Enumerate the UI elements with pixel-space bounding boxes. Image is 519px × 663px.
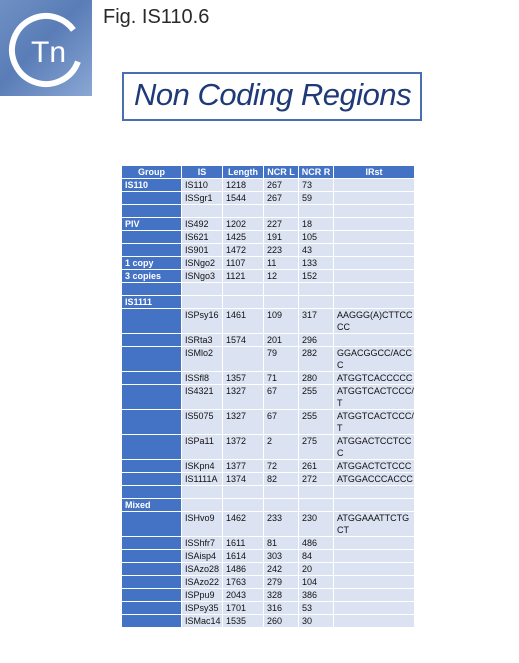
cell-irst [334,486,414,498]
cell-length: 1107 [223,257,263,269]
cell-length: 1327 [223,410,263,434]
cell-ncr-l: 81 [264,537,298,549]
cell-group: PIV [122,218,181,230]
cell-is: ISPsy35 [182,602,222,614]
tn-logo [0,0,92,96]
cell-group: 1 copy [122,257,181,269]
cell-length [223,499,263,511]
cell-ncr-r: 152 [299,270,333,282]
logo-graphic [0,0,92,96]
cell-is [182,499,222,511]
cell-group [122,460,181,472]
ncr-table [121,165,415,628]
table-row [122,257,414,269]
table-body [122,179,414,627]
cell-ncr-l [264,296,298,308]
cell-is: ISAzo22 [182,576,222,588]
cell-irst [334,334,414,346]
cell-ncr-l: 267 [264,179,298,191]
cell-group [122,192,181,204]
cell-group [122,231,181,243]
cell-ncr-l: 109 [264,309,298,333]
cell-ncr-r [299,283,333,295]
table-row [122,309,414,333]
table-row [122,615,414,627]
cell-irst [334,563,414,575]
cell-length: 1614 [223,550,263,562]
cell-length: 1701 [223,602,263,614]
cell-is: ISAzo28 [182,563,222,575]
cell-length: 1374 [223,473,263,485]
cell-ncr-r: 105 [299,231,333,243]
table-row [122,460,414,472]
cell-ncr-l: 242 [264,563,298,575]
cell-ncr-r: 20 [299,563,333,575]
cell-ncr-r: 272 [299,473,333,485]
cell-length: 2043 [223,589,263,601]
table-row [122,270,414,282]
cell-group [122,602,181,614]
cell-length: 1462 [223,512,263,536]
cell-group [122,283,181,295]
cell-ncr-l: 72 [264,460,298,472]
table-row [122,218,414,230]
table-row [122,192,414,204]
cell-length: 1574 [223,334,263,346]
cell-group: 3 copies [122,270,181,282]
cell-ncr-l: 316 [264,602,298,614]
cell-ncr-l: 79 [264,347,298,371]
cell-group [122,309,181,333]
col-header-is: IS [182,166,222,178]
cell-ncr-r: 133 [299,257,333,269]
cell-length: 1763 [223,576,263,588]
cell-irst [334,244,414,256]
cell-ncr-l: 201 [264,334,298,346]
cell-irst [334,179,414,191]
cell-ncr-r: 230 [299,512,333,536]
cell-ncr-r: 296 [299,334,333,346]
cell-is [182,486,222,498]
cell-length: 1611 [223,537,263,549]
cell-is: ISSgr1 [182,192,222,204]
cell-irst: ATGGACCCACCC [334,473,414,485]
cell-length: 1372 [223,435,263,459]
cell-irst [334,537,414,549]
cell-length: 1544 [223,192,263,204]
cell-group [122,563,181,575]
cell-irst: ATGGTCACCCCC [334,372,414,384]
cell-length: 1425 [223,231,263,243]
col-header-ncr-l: NCR L [264,166,298,178]
table-row [122,296,414,308]
table-row [122,576,414,588]
cell-ncr-l [264,499,298,511]
cell-irst [334,192,414,204]
cell-ncr-l: 12 [264,270,298,282]
cell-is: ISPsy16 [182,309,222,333]
table-row [122,372,414,384]
cell-ncr-r: 386 [299,589,333,601]
table-row [122,512,414,536]
cell-ncr-r: 18 [299,218,333,230]
table-row [122,283,414,295]
cell-is: IS621 [182,231,222,243]
cell-ncr-r: 275 [299,435,333,459]
cell-irst: ATGGACTCCTCCC [334,435,414,459]
cell-ncr-l: 82 [264,473,298,485]
cell-ncr-r: 280 [299,372,333,384]
cell-is: ISNgo2 [182,257,222,269]
cell-irst [334,296,414,308]
cell-irst [334,270,414,282]
cell-ncr-r [299,486,333,498]
cell-irst [334,231,414,243]
cell-ncr-l: 260 [264,615,298,627]
cell-length [223,347,263,371]
cell-irst [334,205,414,217]
cell-irst [334,499,414,511]
table-row [122,486,414,498]
cell-group [122,512,181,536]
table-row [122,410,414,434]
cell-irst [334,589,414,601]
cell-irst: ATGGTCACTCCC/T [334,410,414,434]
table-row [122,602,414,614]
figure-label: Fig. IS110.6 [103,6,210,28]
cell-ncr-r: 84 [299,550,333,562]
table-row [122,499,414,511]
cell-length: 1535 [223,615,263,627]
cell-is: ISMac14 [182,615,222,627]
cell-length [223,296,263,308]
cell-is [182,296,222,308]
table-header-row [122,166,414,178]
cell-length [223,205,263,217]
cell-ncr-l [264,486,298,498]
table-row [122,231,414,243]
cell-ncr-r: 282 [299,347,333,371]
cell-irst [334,615,414,627]
page-title: Non Coding Regions [134,77,412,112]
cell-ncr-r: 53 [299,602,333,614]
cell-ncr-l: 2 [264,435,298,459]
cell-irst: AAGGG(A)CTTCCCC [334,309,414,333]
cell-group [122,435,181,459]
cell-ncr-r: 73 [299,179,333,191]
cell-ncr-r: 43 [299,244,333,256]
cell-is: IS492 [182,218,222,230]
table-row [122,334,414,346]
table-row [122,537,414,549]
table-row [122,205,414,217]
cell-irst [334,576,414,588]
table-row [122,473,414,485]
cell-is: ISPpu9 [182,589,222,601]
cell-ncr-l: 223 [264,244,298,256]
cell-group: Mixed [122,499,181,511]
cell-ncr-r: 317 [299,309,333,333]
cell-ncr-l: 227 [264,218,298,230]
cell-ncr-r: 261 [299,460,333,472]
cell-group [122,486,181,498]
cell-length: 1357 [223,372,263,384]
cell-irst: GGACGGCC/ACCC [334,347,414,371]
cell-is [182,283,222,295]
cell-length: 1472 [223,244,263,256]
table-row [122,435,414,459]
cell-is: IS110 [182,179,222,191]
cell-is: IS1111A [182,473,222,485]
cell-is: ISShfr7 [182,537,222,549]
cell-ncr-r: 486 [299,537,333,549]
cell-ncr-l: 267 [264,192,298,204]
cell-ncr-l: 191 [264,231,298,243]
cell-ncr-r: 255 [299,410,333,434]
cell-is [182,205,222,217]
table-row [122,347,414,371]
cell-is: ISSfl8 [182,372,222,384]
cell-ncr-l: 67 [264,410,298,434]
cell-is: ISPa11 [182,435,222,459]
cell-length [223,486,263,498]
cell-group [122,385,181,409]
cell-is: IS901 [182,244,222,256]
col-header-irst: IRst [334,166,414,178]
cell-irst: ATGGAAATTCTGCT [334,512,414,536]
cell-length [223,283,263,295]
cell-ncr-l: 11 [264,257,298,269]
cell-group [122,615,181,627]
cell-length: 1461 [223,309,263,333]
cell-is: ISRta3 [182,334,222,346]
cell-ncr-r: 59 [299,192,333,204]
cell-irst [334,257,414,269]
cell-ncr-l [264,283,298,295]
table-row [122,550,414,562]
cell-irst [334,550,414,562]
cell-ncr-r [299,205,333,217]
cell-ncr-l: 71 [264,372,298,384]
col-header-length: Length [223,166,263,178]
cell-length: 1327 [223,385,263,409]
cell-ncr-l: 67 [264,385,298,409]
cell-ncr-r: 255 [299,385,333,409]
col-header-group: Group [122,166,181,178]
cell-is: ISAisp4 [182,550,222,562]
cell-group [122,550,181,562]
cell-group [122,244,181,256]
cell-ncr-r [299,499,333,511]
cell-is: ISNgo3 [182,270,222,282]
cell-is: IS5075 [182,410,222,434]
cell-ncr-l: 279 [264,576,298,588]
cell-ncr-l: 233 [264,512,298,536]
table-row [122,244,414,256]
cell-irst [334,218,414,230]
cell-group [122,537,181,549]
cell-group: IS1111 [122,296,181,308]
cell-length: 1218 [223,179,263,191]
cell-ncr-r: 104 [299,576,333,588]
cell-group: IS110 [122,179,181,191]
cell-group [122,410,181,434]
cell-is: ISMlo2 [182,347,222,371]
cell-irst: ATGGACTCTCCC [334,460,414,472]
cell-length: 1377 [223,460,263,472]
table-row [122,179,414,191]
cell-group [122,576,181,588]
cell-irst [334,602,414,614]
cell-is: ISKpn4 [182,460,222,472]
cell-length: 1121 [223,270,263,282]
cell-is: IS4321 [182,385,222,409]
cell-group [122,347,181,371]
cell-group [122,372,181,384]
cell-ncr-l [264,205,298,217]
cell-group [122,589,181,601]
col-header-ncr-r: NCR R [299,166,333,178]
cell-group [122,473,181,485]
table-row [122,385,414,409]
cell-is: ISHvo9 [182,512,222,536]
cell-length: 1486 [223,563,263,575]
cell-ncr-r: 30 [299,615,333,627]
logo-text: Tn [31,36,67,69]
table-row [122,563,414,575]
title-box [122,72,422,121]
cell-irst [334,283,414,295]
cell-ncr-l: 328 [264,589,298,601]
cell-group [122,205,181,217]
cell-ncr-l: 303 [264,550,298,562]
cell-irst: ATGGTCACTCCC/T [334,385,414,409]
cell-group [122,334,181,346]
cell-length: 1202 [223,218,263,230]
table-row [122,589,414,601]
cell-ncr-r [299,296,333,308]
